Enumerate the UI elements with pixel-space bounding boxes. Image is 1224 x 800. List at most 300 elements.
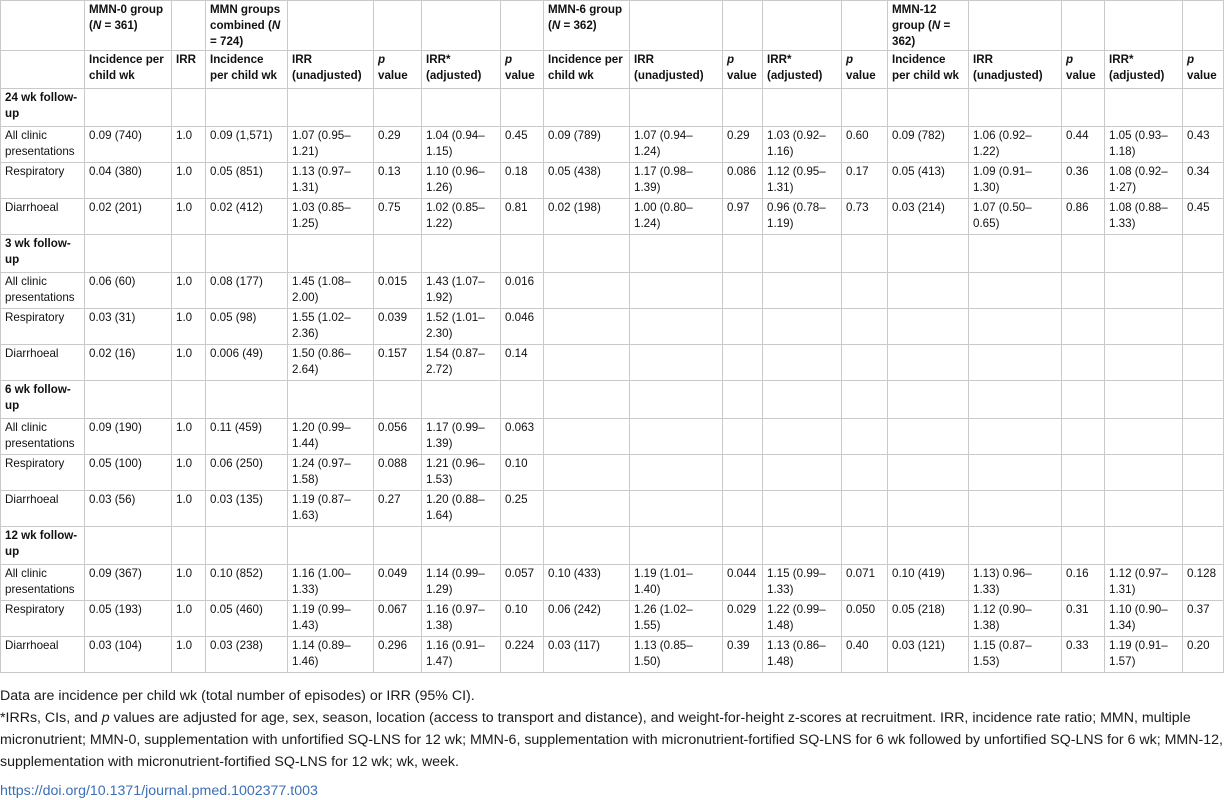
table-cell: 0.97: [723, 199, 763, 235]
table-cell: 0.40: [842, 637, 888, 673]
table-cell: 0.73: [842, 199, 888, 235]
table-cell: 0.75: [374, 199, 422, 235]
empty-cell: [969, 381, 1062, 419]
group-header-cell: [1062, 1, 1105, 51]
table-cell: 1.17 (0.99–1.39): [422, 419, 501, 455]
table-cell: [1105, 345, 1183, 381]
sub-header-cell: IRR* (adjusted): [763, 51, 842, 89]
empty-cell: [544, 527, 630, 565]
table-cell: [1105, 455, 1183, 491]
table-cell: 0.10: [501, 601, 544, 637]
table-cell: [544, 273, 630, 309]
group-header-cell: [501, 1, 544, 51]
table-cell: [888, 455, 969, 491]
table-cell: 0.071: [842, 565, 888, 601]
table-cell: [1105, 419, 1183, 455]
table-cell: 1.07 (0.94–1.24): [630, 127, 723, 163]
group-header-cell: [172, 1, 206, 51]
table-cell: [723, 273, 763, 309]
empty-cell: [288, 381, 374, 419]
table-cell: 1.05 (0.93–1.18): [1105, 127, 1183, 163]
table-row: [1, 455, 1224, 491]
table-cell: 0.09 (740): [85, 127, 172, 163]
empty-cell: [1183, 89, 1224, 127]
table-cell: [969, 309, 1062, 345]
group-header-cell: [1183, 1, 1224, 51]
table-cell: [763, 273, 842, 309]
table-cell: 0.03 (31): [85, 309, 172, 345]
table-cell: 1.26 (1.02–1.55): [630, 601, 723, 637]
section-header-row: [1, 89, 1224, 127]
table-cell: 1.21 (0.96–1.53): [422, 455, 501, 491]
table-cell: [888, 345, 969, 381]
table-cell: [544, 491, 630, 527]
section-header-row: [1, 235, 1224, 273]
sub-header-cell: p value: [723, 51, 763, 89]
table-cell: [1062, 345, 1105, 381]
table-cell: 1.02 (0.85–1.22): [422, 199, 501, 235]
table-cell: 0.33: [1062, 637, 1105, 673]
table-row: [1, 637, 1224, 673]
table-cell: 0.02 (198): [544, 199, 630, 235]
table-cell: 0.31: [1062, 601, 1105, 637]
empty-cell: [1062, 89, 1105, 127]
row-label: Diarrhoeal: [1, 637, 85, 673]
empty-cell: [1062, 235, 1105, 273]
table-cell: [1183, 309, 1224, 345]
table-cell: 1.16 (0.91–1.47): [422, 637, 501, 673]
table-cell: 0.015: [374, 273, 422, 309]
table-cell: 1.06 (0.92–1.22): [969, 127, 1062, 163]
sub-header-cell: IRR (unadjusted): [630, 51, 723, 89]
table-cell: [763, 419, 842, 455]
sub-header-cell: IRR: [172, 51, 206, 89]
table-cell: 1.09 (0.91–1.30): [969, 163, 1062, 199]
table-cell: [544, 309, 630, 345]
empty-cell: [1062, 527, 1105, 565]
table-cell: 0.03 (117): [544, 637, 630, 673]
table-cell: 0.006 (49): [206, 345, 288, 381]
table-cell: [1062, 491, 1105, 527]
table-cell: 1.19 (1.01–1.40): [630, 565, 723, 601]
table-cell: 0.02 (16): [85, 345, 172, 381]
empty-cell: [544, 235, 630, 273]
empty-cell: [172, 89, 206, 127]
group-header-cell: MMN groups combined (N = 724): [206, 1, 288, 51]
table-cell: 0.157: [374, 345, 422, 381]
table-cell: 1.50 (0.86–2.64): [288, 345, 374, 381]
table-row: [1, 163, 1224, 199]
adjustment-footnote: *IRRs, CIs, and p values are adjusted for age, sex, season, location (access to transport and distance), and weight-for-height z-scores at recruitment. IRR, incidence rate ratio; MMN, multiple micronutrient; MMN-0, supplementation with unfortified SQ-LNS for 12 wk; MMN-6, supplementation with micronutrient-fortified SQ-LNS for 6 wk followed by unfortified SQ-LNS for 6 wk; MMN-12, supplementation with micronutrient-fortified SQ-LNS for 12 wk; wk, week.: [0, 710, 1223, 770]
empty-cell: [422, 89, 501, 127]
table-cell: 0.05 (460): [206, 601, 288, 637]
table-cell: 0.37: [1183, 601, 1224, 637]
table-cell: 1.13 (0.97–1.31): [288, 163, 374, 199]
empty-cell: [630, 381, 723, 419]
table-cell: [888, 419, 969, 455]
sub-header-cell: Incidence per child wk: [206, 51, 288, 89]
section-title: 24 wk follow-up: [1, 89, 85, 127]
empty-cell: [842, 89, 888, 127]
table-cell: [723, 455, 763, 491]
empty-cell: [206, 527, 288, 565]
row-label: Diarrhoeal: [1, 345, 85, 381]
table-cell: [842, 309, 888, 345]
table-cell: [763, 455, 842, 491]
table-cell: [630, 345, 723, 381]
sub-header-cell: [1, 51, 85, 89]
empty-cell: [723, 235, 763, 273]
empty-cell: [723, 381, 763, 419]
table-cell: 0.05 (100): [85, 455, 172, 491]
empty-cell: [1105, 235, 1183, 273]
row-label: Respiratory: [1, 455, 85, 491]
table-cell: 1.12 (0.95–1.31): [763, 163, 842, 199]
empty-cell: [501, 527, 544, 565]
table-cell: 0.05 (193): [85, 601, 172, 637]
empty-cell: [1105, 381, 1183, 419]
table-cell: 1.20 (0.88–1.64): [422, 491, 501, 527]
table-cell: 1.04 (0.94–1.15): [422, 127, 501, 163]
table-cell: [630, 273, 723, 309]
table-cell: [723, 309, 763, 345]
table-cell: 1.45 (1.08–2.00): [288, 273, 374, 309]
table-cell: 1.14 (0.99–1.29): [422, 565, 501, 601]
table-cell: 1.13 (0.86–1.48): [763, 637, 842, 673]
table-cell: 1.0: [172, 127, 206, 163]
table-cell: 1.20 (0.99–1.44): [288, 419, 374, 455]
table-cell: 0.11 (459): [206, 419, 288, 455]
table-cell: 0.06 (60): [85, 273, 172, 309]
table-cell: 0.18: [501, 163, 544, 199]
table-cell: [842, 455, 888, 491]
table-cell: 0.050: [842, 601, 888, 637]
empty-cell: [1183, 381, 1224, 419]
empty-cell: [85, 381, 172, 419]
empty-cell: [969, 235, 1062, 273]
section-title: 6 wk follow-up: [1, 381, 85, 419]
table-cell: 1.07 (0.95–1.21): [288, 127, 374, 163]
table-cell: 0.067: [374, 601, 422, 637]
section-title: 12 wk follow-up: [1, 527, 85, 565]
table-cell: [763, 491, 842, 527]
empty-cell: [206, 89, 288, 127]
empty-cell: [85, 235, 172, 273]
table-cell: 1.0: [172, 601, 206, 637]
sub-header-cell: p value: [842, 51, 888, 89]
table-row: [1, 601, 1224, 637]
table-row: [1, 199, 1224, 235]
empty-cell: [1105, 527, 1183, 565]
table-cell: 1.13) 0.96–1.33): [969, 565, 1062, 601]
table-cell: 0.16: [1062, 565, 1105, 601]
table-cell: 0.34: [1183, 163, 1224, 199]
table-cell: 0.13: [374, 163, 422, 199]
table-cell: 0.05 (218): [888, 601, 969, 637]
table-cell: [969, 419, 1062, 455]
table-cell: 0.09 (789): [544, 127, 630, 163]
sub-header-cell: Incidence per child wk: [888, 51, 969, 89]
table-cell: [842, 419, 888, 455]
table-cell: 0.60: [842, 127, 888, 163]
table-cell: [723, 491, 763, 527]
table-cell: [1062, 419, 1105, 455]
empty-cell: [501, 381, 544, 419]
table-cell: [969, 455, 1062, 491]
empty-cell: [422, 235, 501, 273]
table-cell: [1062, 309, 1105, 345]
sub-header-cell: p value: [501, 51, 544, 89]
empty-cell: [85, 527, 172, 565]
empty-cell: [888, 89, 969, 127]
sub-header-cell: Incidence per child wk: [85, 51, 172, 89]
table-cell: [544, 345, 630, 381]
sub-header-cell: p value: [374, 51, 422, 89]
group-header-cell: MMN-6 group (N = 362): [544, 1, 630, 51]
table-cell: [763, 309, 842, 345]
table-cell: 0.03 (238): [206, 637, 288, 673]
table-cell: 1.0: [172, 491, 206, 527]
table-cell: 0.063: [501, 419, 544, 455]
table-cell: [763, 345, 842, 381]
sub-header-cell: p value: [1062, 51, 1105, 89]
table-cell: [1062, 455, 1105, 491]
table-cell: [630, 419, 723, 455]
table-cell: [969, 345, 1062, 381]
doi-link[interactable]: https://doi.org/10.1371/journal.pmed.1002377.t003: [0, 783, 318, 799]
table-row: [1, 273, 1224, 309]
row-label: All clinic presentations: [1, 127, 85, 163]
table-cell: 0.128: [1183, 565, 1224, 601]
table-row: [1, 419, 1224, 455]
empty-cell: [172, 527, 206, 565]
sub-header-cell: Incidence per child wk: [544, 51, 630, 89]
table-cell: 1.13 (0.85–1.50): [630, 637, 723, 673]
table-cell: 1.15 (0.99–1.33): [763, 565, 842, 601]
table-cell: 1.16 (0.97–1.38): [422, 601, 501, 637]
table-cell: 0.29: [723, 127, 763, 163]
data-footnote: Data are incidence per child wk (total number of episodes) or IRR (95% CI).: [0, 688, 475, 704]
empty-cell: [763, 89, 842, 127]
table-cell: 0.09 (1,571): [206, 127, 288, 163]
empty-cell: [1183, 235, 1224, 273]
table-row: [1, 491, 1224, 527]
table-cell: 1.10 (0.90–1.34): [1105, 601, 1183, 637]
table-cell: 0.29: [374, 127, 422, 163]
table-cell: 1.52 (1.01–2.30): [422, 309, 501, 345]
empty-cell: [969, 89, 1062, 127]
empty-cell: [888, 381, 969, 419]
table-cell: 0.27: [374, 491, 422, 527]
empty-cell: [544, 89, 630, 127]
table-cell: 0.088: [374, 455, 422, 491]
table-cell: 1.0: [172, 637, 206, 673]
table-cell: 1.03 (0.92–1.16): [763, 127, 842, 163]
empty-cell: [374, 381, 422, 419]
table-row: [1, 345, 1224, 381]
table-cell: 1.14 (0.89–1.46): [288, 637, 374, 673]
table-cell: 1.12 (0.97–1.31): [1105, 565, 1183, 601]
table-cell: 0.44: [1062, 127, 1105, 163]
table-cell: [544, 419, 630, 455]
table-cell: 1.10 (0.96–1.26): [422, 163, 501, 199]
group-header-cell: [288, 1, 374, 51]
empty-cell: [842, 527, 888, 565]
table-cell: 0.05 (438): [544, 163, 630, 199]
group-header-cell: [630, 1, 723, 51]
table-cell: 1.0: [172, 199, 206, 235]
table-cell: 1.00 (0.80–1.24): [630, 199, 723, 235]
empty-cell: [288, 235, 374, 273]
row-label: All clinic presentations: [1, 273, 85, 309]
table-cell: [1183, 491, 1224, 527]
section-title: 3 wk follow-up: [1, 235, 85, 273]
empty-cell: [172, 381, 206, 419]
empty-cell: [374, 89, 422, 127]
table-cell: [723, 419, 763, 455]
table-cell: 0.05 (413): [888, 163, 969, 199]
table-cell: 1.0: [172, 455, 206, 491]
empty-cell: [206, 381, 288, 419]
table-cell: 0.016: [501, 273, 544, 309]
row-label: All clinic presentations: [1, 419, 85, 455]
table-cell: 0.224: [501, 637, 544, 673]
empty-cell: [288, 89, 374, 127]
table-row: [1, 565, 1224, 601]
table-cell: 0.10: [501, 455, 544, 491]
table-cell: 1.0: [172, 345, 206, 381]
table-cell: 0.02 (412): [206, 199, 288, 235]
table-cell: [1183, 455, 1224, 491]
table-cell: 0.044: [723, 565, 763, 601]
empty-cell: [172, 235, 206, 273]
empty-cell: [842, 381, 888, 419]
row-label: Respiratory: [1, 601, 85, 637]
empty-cell: [1105, 89, 1183, 127]
table-cell: 0.05 (98): [206, 309, 288, 345]
group-header-cell: [969, 1, 1062, 51]
table-cell: 1.19 (0.87–1.63): [288, 491, 374, 527]
table-cell: 1.03 (0.85–1.25): [288, 199, 374, 235]
table-cell: [1105, 491, 1183, 527]
empty-cell: [85, 89, 172, 127]
table-cell: 0.08 (177): [206, 273, 288, 309]
empty-cell: [1062, 381, 1105, 419]
empty-cell: [630, 89, 723, 127]
row-label: Diarrhoeal: [1, 199, 85, 235]
empty-cell: [630, 235, 723, 273]
empty-cell: [888, 235, 969, 273]
empty-cell: [842, 235, 888, 273]
table-cell: 0.14: [501, 345, 544, 381]
table-cell: 0.06 (250): [206, 455, 288, 491]
table-cell: [969, 273, 1062, 309]
table-cell: 1.24 (0.97–1.58): [288, 455, 374, 491]
table-cell: 1.15 (0.87–1.53): [969, 637, 1062, 673]
table-cell: 1.07 (0.50–0.65): [969, 199, 1062, 235]
table-cell: 1.43 (1.07–1.92): [422, 273, 501, 309]
table-cell: 1.0: [172, 309, 206, 345]
table-cell: [1062, 273, 1105, 309]
section-header-row: [1, 381, 1224, 419]
table-cell: 0.039: [374, 309, 422, 345]
empty-cell: [888, 527, 969, 565]
group-header-cell: [723, 1, 763, 51]
row-label: Respiratory: [1, 163, 85, 199]
table-cell: 0.36: [1062, 163, 1105, 199]
table-cell: [630, 491, 723, 527]
empty-cell: [630, 527, 723, 565]
table-cell: [723, 345, 763, 381]
table-cell: 1.12 (0.90–1.38): [969, 601, 1062, 637]
table-cell: [544, 455, 630, 491]
group-header-cell: MMN-0 group (N = 361): [85, 1, 172, 51]
table-cell: [888, 309, 969, 345]
table-cell: [842, 491, 888, 527]
table-cell: [888, 273, 969, 309]
table-cell: 0.02 (201): [85, 199, 172, 235]
sub-header-cell: IRR* (adjusted): [422, 51, 501, 89]
table-cell: 0.049: [374, 565, 422, 601]
table-cell: [969, 491, 1062, 527]
table-cell: [842, 273, 888, 309]
table-cell: 0.09 (782): [888, 127, 969, 163]
section-header-row: [1, 527, 1224, 565]
table-cell: 0.086: [723, 163, 763, 199]
table-cell: 0.25: [501, 491, 544, 527]
table-cell: 0.10 (419): [888, 565, 969, 601]
table-cell: 0.03 (56): [85, 491, 172, 527]
table-cell: 0.86: [1062, 199, 1105, 235]
empty-cell: [422, 381, 501, 419]
empty-cell: [763, 235, 842, 273]
table-cell: 0.45: [1183, 199, 1224, 235]
empty-cell: [723, 527, 763, 565]
sub-header-cell: p value: [1183, 51, 1224, 89]
table-row: [1, 127, 1224, 163]
table-cell: 1.08 (0.88–1.33): [1105, 199, 1183, 235]
row-label: All clinic presentations: [1, 565, 85, 601]
group-header-cell: [842, 1, 888, 51]
empty-cell: [501, 235, 544, 273]
empty-cell: [288, 527, 374, 565]
sub-header-cell: IRR (unadjusted): [288, 51, 374, 89]
table-cell: 0.04 (380): [85, 163, 172, 199]
sub-header-cell: IRR (unadjusted): [969, 51, 1062, 89]
table-cell: 0.057: [501, 565, 544, 601]
table-cell: [1105, 273, 1183, 309]
empty-cell: [501, 89, 544, 127]
empty-cell: [763, 381, 842, 419]
table-cell: 0.10 (433): [544, 565, 630, 601]
table-cell: 0.046: [501, 309, 544, 345]
table-cell: 0.39: [723, 637, 763, 673]
group-header-cell: [763, 1, 842, 51]
table-cell: [630, 455, 723, 491]
table-cell: 1.19 (0.99–1.43): [288, 601, 374, 637]
table-cell: 0.09 (190): [85, 419, 172, 455]
group-header-cell: [1, 1, 85, 51]
table-cell: [1183, 273, 1224, 309]
table-cell: [1105, 309, 1183, 345]
table-cell: 1.22 (0.99–1.48): [763, 601, 842, 637]
group-header-cell: MMN-12 group (N = 362): [888, 1, 969, 51]
table-cell: 1.55 (1.02–2.36): [288, 309, 374, 345]
empty-cell: [763, 527, 842, 565]
table-cell: 0.96 (0.78–1.19): [763, 199, 842, 235]
table-cell: 1.19 (0.91–1.57): [1105, 637, 1183, 673]
table-cell: 0.03 (104): [85, 637, 172, 673]
